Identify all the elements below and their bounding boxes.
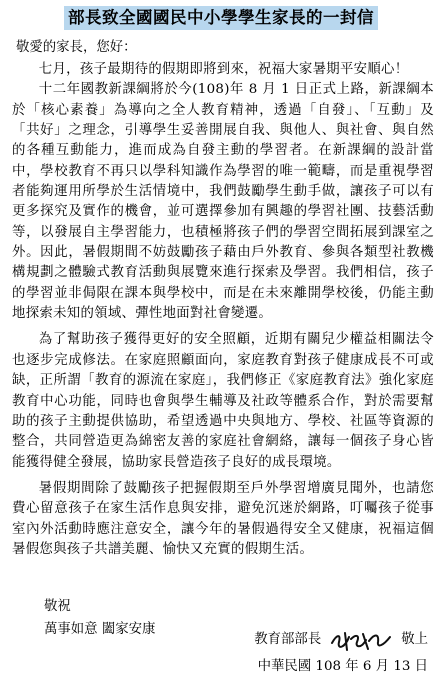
letter-body [12,60,434,566]
title-bar [0,6,442,30]
letter-date: 中華民國 108 年 6 月 13 日 [257,659,428,674]
signoff-text: 敬上 [401,632,428,647]
signer-title: 教育部部長 [254,632,322,647]
paragraph-2: 十二年國教新課綱將於今(108)年 8 月 1 日正式上路，新課綱本於「核心素養」為導向之全人教育精神，透過「自發」、「互動」及「共好」之理念，引導學生妥善開展自我、與他人、與社會、與自然的各種互動能力，進而成為自發主動的學習者。在新課綱的設計當中，學校教育不再只以學科知識作為學習的唯一範疇，而是重視學習者能夠運用所學於生活情境中，我們鼓勵學生動手做，讓孩子可以有更多探究及實作的機會，並可選擇參加有興趣的學習社團、技藝活動等，以發展自主學習能力，也積極將孩子們的學習空間拓展到課室之外。因此，暑假期間不妨鼓勵孩子藉由戶外教育、參與各類型社教機構規劃之體驗式教育活動與展覽來進行探索及學習。我們相信，孩子的學習並非侷限在課本與學校中，而是在未來離開學校後，仍能主動地探索未知的領域、彈性地面對社會變遷。 [12,82,434,322]
paragraph-3: 為了幫助孩子獲得更好的安全照顧，近期有關兒少權益相關法令也逐步完成修法。在家庭照顧面向，家庭教育對孩子健康成長不可或缺，正所謂「教育的源流在家庭」，我們修正《家庭教育法》強化家庭教育中心功能，同時也會與學生輔導及社政等體系合作，對於需要幫助的孩子主動提供協助，希望透過中央與地方、學校、社區等資源的整合，共同營造更為綿密友善的家庭社會網絡，讓每一個孩子身心皆能獲得健全發展，協助家長營造孩子良好的成長環境。 [12,332,434,470]
closing-wishes: 萬事如意 闔家安康 [44,622,156,637]
paragraph-1: 七月，孩子最期待的假期即將到來，祝福大家暑期平安順心！ [38,62,409,77]
greeting: 敬愛的家長，您好： [16,40,137,55]
handwritten-signature [329,628,393,652]
letter-title: 部長致全國國民中小學學生家長的一封信 [64,6,378,30]
signoff-block [254,628,428,652]
paragraph-4: 暑假期間除了鼓勵孩子把握假期至戶外學習增廣見聞外，也請您費心留意孩子在家生活作息與安排，避免沉迷於網路，叮囑孩子從事室內外活動時應注意安全，讓今年的暑假過得安全又健康，祝福這個暑假您與孩子共譜美麗、愉快又充實的假期生活。 [12,480,434,557]
closing-greeting: 敬祝 [44,599,71,614]
